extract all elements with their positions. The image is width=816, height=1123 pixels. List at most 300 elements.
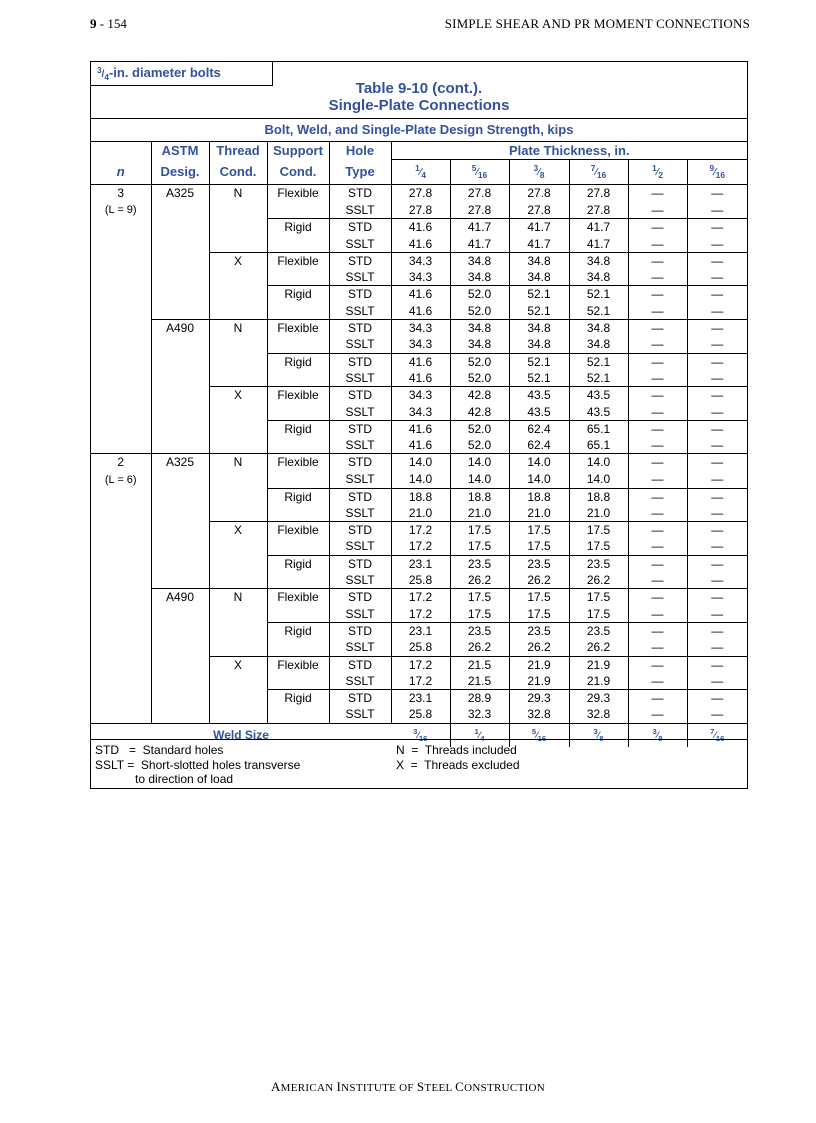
astm-cell <box>151 370 209 387</box>
strength-cell: 14.0 <box>408 471 433 486</box>
strength-cell: 34.3 <box>391 387 450 404</box>
strength-cell: 25.8 <box>408 573 433 588</box>
table-row <box>91 303 747 320</box>
divider <box>91 118 747 119</box>
thread-cell <box>209 706 267 723</box>
plate-thickness-col <box>687 160 747 185</box>
strength-cell: — <box>687 320 747 337</box>
hole-type-cell: STD <box>329 656 391 673</box>
support-cell <box>267 538 329 555</box>
strength-cell: 17.2 <box>391 656 450 673</box>
strength-cell: — <box>687 488 747 505</box>
n-cell <box>91 387 151 404</box>
fraction: $^5⁄_{16}$ <box>531 726 547 743</box>
thread-cell <box>209 572 267 589</box>
thread-cell <box>209 336 267 353</box>
legend-std: STD = Standard holes <box>95 743 224 757</box>
astm-cell <box>151 488 209 505</box>
strength-cell: — <box>687 589 747 606</box>
hole-type-cell: SSLT <box>329 606 391 623</box>
strength-cell: 17.5 <box>450 606 509 623</box>
hole-type-cell: STD <box>329 589 391 606</box>
strength-cell: — <box>687 505 747 522</box>
strength-cell: 52.1 <box>569 353 628 370</box>
length-label: (L = 6) <box>104 473 137 486</box>
strength-cell: 17.5 <box>569 589 628 606</box>
fraction: $^3⁄_8$ <box>593 726 604 743</box>
strength-cell: 26.2 <box>450 639 509 656</box>
page-number: 9 - 154 <box>90 16 127 31</box>
strength-cell: — <box>628 538 687 555</box>
strength-cell: 34.8 <box>509 252 569 269</box>
weld-size-cell <box>687 723 747 747</box>
strength-cell: 52.0 <box>450 286 509 303</box>
strength-cell: 32.8 <box>569 706 628 723</box>
thread-cell <box>209 201 267 218</box>
hole-type-cell: SSLT <box>329 639 391 656</box>
astm-cell <box>151 437 209 454</box>
table-row <box>91 420 747 437</box>
strength-cell: 17.5 <box>569 606 628 623</box>
strength-cell: — <box>628 572 687 589</box>
hole-type-cell: STD <box>329 387 391 404</box>
strength-cell: — <box>628 505 687 522</box>
strength-cell: 28.9 <box>450 690 509 707</box>
strength-cell: — <box>628 437 687 454</box>
n-cell: 2 <box>91 454 151 471</box>
astm-cell <box>151 538 209 555</box>
astm-cell <box>151 572 209 589</box>
thread-cell <box>209 303 267 320</box>
strength-cell: 52.1 <box>509 353 569 370</box>
hole-type-cell: STD <box>329 622 391 639</box>
table-row <box>91 286 747 303</box>
table-row <box>91 404 747 421</box>
n-cell <box>91 404 151 421</box>
strength-cell: — <box>687 236 747 253</box>
strength-cell: 41.6 <box>391 420 450 437</box>
support-cell <box>267 572 329 589</box>
table-subtitle-name: Single-Plate Connections <box>328 97 510 114</box>
hole-type-cell: STD <box>329 185 391 202</box>
strength-cell: 27.8 <box>450 201 509 218</box>
strength-cell: 62.4 <box>509 420 569 437</box>
strength-cell: — <box>628 201 687 218</box>
strength-cell: — <box>628 320 687 337</box>
hole-type-cell: SSLT <box>329 673 391 690</box>
table-row <box>91 538 747 555</box>
support-cell <box>267 706 329 723</box>
strength-cell: 41.6 <box>391 219 450 236</box>
n-cell <box>91 589 151 606</box>
strength-cell: 52.1 <box>509 286 569 303</box>
table-row <box>91 606 747 623</box>
strength-cell: 41.6 <box>408 370 433 385</box>
col-support-h2: Cond. <box>267 160 329 185</box>
bolt-diameter-fraction: $^3/_4$ <box>97 65 109 82</box>
thread-cell <box>209 690 267 707</box>
support-cell: Rigid <box>267 622 329 639</box>
table-row <box>91 370 747 387</box>
strength-cell: — <box>628 589 687 606</box>
strength-cell: 32.3 <box>450 706 509 723</box>
col-hole-h2: Type <box>329 160 391 185</box>
strength-cell: 26.2 <box>509 639 569 656</box>
strength-cell: 34.8 <box>450 269 509 286</box>
n-cell <box>91 522 151 539</box>
support-cell <box>267 437 329 454</box>
strength-cell: 52.0 <box>450 420 509 437</box>
thread-cell: N <box>209 454 267 471</box>
astm-cell <box>151 673 209 690</box>
strength-cell: 17.2 <box>408 539 433 554</box>
strength-cell: 52.1 <box>509 370 569 387</box>
table-row <box>91 522 747 539</box>
fraction: $^3⁄_{16}$ <box>413 726 428 743</box>
weld-size-cell <box>628 723 687 747</box>
hole-type-cell: STD <box>329 286 391 303</box>
strength-cell: 17.5 <box>509 606 569 623</box>
hole-type-cell: SSLT <box>329 505 391 522</box>
thread-cell: X <box>209 252 267 269</box>
hole-type-cell: STD <box>329 420 391 437</box>
legend-right <box>396 743 520 772</box>
strength-cell: 21.9 <box>509 673 569 690</box>
astm-cell: A325 <box>151 454 209 471</box>
support-cell <box>267 201 329 218</box>
strength-cell: 42.8 <box>450 387 509 404</box>
strength-cell: — <box>628 606 687 623</box>
support-cell: Flexible <box>267 185 329 202</box>
strength-cell: 43.5 <box>509 387 569 404</box>
astm-cell <box>151 690 209 707</box>
astm-cell <box>151 336 209 353</box>
strength-cell: — <box>687 336 747 353</box>
legend-sslt: SSLT = Short-slotted holes transverse <box>95 757 301 772</box>
strength-cell: 21.5 <box>450 656 509 673</box>
hole-type-cell: STD <box>329 555 391 572</box>
astm-cell <box>151 656 209 673</box>
support-cell: Flexible <box>267 589 329 606</box>
strength-cell: — <box>687 437 747 454</box>
strength-cell: — <box>628 185 687 202</box>
strength-cell: — <box>687 269 747 286</box>
support-cell: Rigid <box>267 488 329 505</box>
table-row <box>91 572 747 589</box>
support-cell: Rigid <box>267 219 329 236</box>
strength-cell: 23.5 <box>569 555 628 572</box>
strength-cell: — <box>628 706 687 723</box>
strength-cell: 17.2 <box>391 589 450 606</box>
hole-type-cell: STD <box>329 219 391 236</box>
strength-cell: 23.5 <box>509 555 569 572</box>
strength-cell: 62.4 <box>509 437 569 454</box>
strength-cell: 26.2 <box>450 572 509 589</box>
support-cell: Rigid <box>267 690 329 707</box>
n-cell <box>91 622 151 639</box>
strength-cell: 27.8 <box>391 185 450 202</box>
astm-cell <box>151 522 209 539</box>
n-cell <box>91 505 151 522</box>
strength-cell: 17.5 <box>509 538 569 555</box>
strength-cell: 34.8 <box>569 320 628 337</box>
support-cell: Rigid <box>267 286 329 303</box>
thread-cell <box>209 606 267 623</box>
astm-cell <box>151 420 209 437</box>
strength-cell: — <box>687 303 747 320</box>
n-cell <box>91 303 151 320</box>
col-thread-h2: Cond. <box>209 160 267 185</box>
astm-cell <box>151 706 209 723</box>
support-cell: Rigid <box>267 420 329 437</box>
strength-cell: 25.8 <box>408 707 433 722</box>
strength-cell: 41.7 <box>509 219 569 236</box>
strength-cell: 27.8 <box>450 185 509 202</box>
n-cell <box>91 673 151 690</box>
table-row <box>91 488 747 505</box>
strength-cell: 23.5 <box>569 622 628 639</box>
hole-type-cell: SSLT <box>329 236 391 253</box>
n-cell <box>91 219 151 236</box>
astm-cell: A490 <box>151 320 209 337</box>
fraction: $^7⁄_{16}$ <box>590 164 607 181</box>
col-n-spacer <box>91 142 151 160</box>
strength-cell: 17.5 <box>509 589 569 606</box>
astm-cell <box>151 219 209 236</box>
strength-cell: — <box>628 353 687 370</box>
hole-type-cell: SSLT <box>329 201 391 218</box>
strength-cell: 18.8 <box>391 488 450 505</box>
strength-cell: — <box>628 219 687 236</box>
thread-cell <box>209 269 267 286</box>
table-row <box>91 505 747 522</box>
strength-cell: 52.1 <box>569 370 628 387</box>
legend-x: X = Threads excluded <box>396 757 520 772</box>
strength-cell: 34.8 <box>509 320 569 337</box>
n-cell <box>91 488 151 505</box>
strength-cell: 21.0 <box>509 505 569 522</box>
support-cell <box>267 639 329 656</box>
hole-type-cell: SSLT <box>329 404 391 421</box>
strength-cell: — <box>687 286 747 303</box>
strength-cell: 27.8 <box>408 202 433 217</box>
length-label: (L = 9) <box>104 204 137 217</box>
table-row <box>91 236 747 253</box>
hole-type-cell: STD <box>329 353 391 370</box>
strength-cell: — <box>628 420 687 437</box>
hole-type-cell: STD <box>329 690 391 707</box>
fraction: $^1⁄_4$ <box>415 164 426 181</box>
strength-cell: 52.1 <box>509 303 569 320</box>
table-row <box>91 219 747 236</box>
strength-cell: 34.3 <box>391 320 450 337</box>
strength-cell: 18.8 <box>569 488 628 505</box>
plate-thickness-header: Plate Thickness, in. <box>391 142 747 160</box>
strength-cell: — <box>628 673 687 690</box>
strength-cell: 41.6 <box>408 438 433 453</box>
strength-cell: 34.3 <box>391 252 450 269</box>
strength-cell: 23.5 <box>509 622 569 639</box>
strength-cell: 43.5 <box>509 404 569 421</box>
table-row <box>91 555 747 572</box>
strength-cell: 43.5 <box>569 404 628 421</box>
support-cell: Flexible <box>267 252 329 269</box>
strength-cell: 34.3 <box>408 337 433 352</box>
thread-cell: X <box>209 656 267 673</box>
support-cell: Flexible <box>267 320 329 337</box>
thread-cell <box>209 370 267 387</box>
support-cell <box>267 303 329 320</box>
table-row <box>91 656 747 673</box>
strength-cell: — <box>628 471 687 488</box>
strength-cell: 29.3 <box>509 690 569 707</box>
strength-cell: — <box>687 219 747 236</box>
table-row <box>91 437 747 454</box>
strength-cell: 27.8 <box>569 185 628 202</box>
n-cell <box>91 353 151 370</box>
col-hole-h1: Hole <box>329 142 391 160</box>
n-cell <box>91 269 151 286</box>
col-thread-h1: Thread <box>209 142 267 160</box>
n-cell <box>91 252 151 269</box>
hole-type-cell: SSLT <box>329 706 391 723</box>
strength-cell: — <box>687 387 747 404</box>
hole-type-cell: SSLT <box>329 370 391 387</box>
n-cell <box>91 572 151 589</box>
support-cell: Rigid <box>267 555 329 572</box>
divider <box>91 739 747 740</box>
strength-cell: 52.0 <box>450 353 509 370</box>
page-footer: AMERICAN INSTITUTE OF STEEL CONSTRUCTION <box>270 1079 546 1094</box>
hole-type-cell: STD <box>329 454 391 471</box>
legend-sslt-cont: to direction of load <box>95 772 234 786</box>
astm-cell <box>151 387 209 404</box>
strength-cell: — <box>628 656 687 673</box>
thread-cell <box>209 505 267 522</box>
table-row <box>91 252 747 269</box>
strength-cell: 41.7 <box>569 236 628 253</box>
hole-type-cell: STD <box>329 252 391 269</box>
astm-cell <box>151 269 209 286</box>
support-cell <box>267 471 329 488</box>
strength-cell: 34.8 <box>450 336 509 353</box>
strength-cell: 17.2 <box>408 606 433 621</box>
hole-type-cell: SSLT <box>329 269 391 286</box>
hole-type-cell: STD <box>329 320 391 337</box>
strength-cell: — <box>687 185 747 202</box>
support-cell: Flexible <box>267 522 329 539</box>
n-cell <box>91 201 151 218</box>
support-cell: Rigid <box>267 353 329 370</box>
fraction: $^9⁄_{16}$ <box>709 164 725 181</box>
n-cell <box>91 286 151 303</box>
table-row <box>91 471 747 488</box>
n-cell: 3 <box>91 185 151 202</box>
strength-cell: 27.8 <box>569 201 628 218</box>
table-frame <box>90 61 748 789</box>
hole-type-cell: SSLT <box>329 437 391 454</box>
n-cell <box>91 690 151 707</box>
strength-cell: 25.8 <box>408 640 433 655</box>
strength-cell: 34.8 <box>569 269 628 286</box>
support-cell <box>267 404 329 421</box>
strength-cell: — <box>628 336 687 353</box>
strength-cell: — <box>628 370 687 387</box>
table-row <box>91 454 747 471</box>
thread-cell <box>209 639 267 656</box>
thread-cell <box>209 488 267 505</box>
strength-cell: — <box>687 690 747 707</box>
fraction: $^3⁄_8$ <box>652 726 663 743</box>
thread-cell <box>209 437 267 454</box>
legend-left <box>95 743 300 787</box>
strength-cell: 26.2 <box>569 572 628 589</box>
strength-cell: — <box>687 572 747 589</box>
n-cell <box>91 656 151 673</box>
support-cell <box>267 673 329 690</box>
strength-cell: — <box>628 269 687 286</box>
astm-cell <box>151 252 209 269</box>
strength-cell: 41.6 <box>408 236 433 251</box>
strength-cell: 21.0 <box>450 505 509 522</box>
table-row <box>91 387 747 404</box>
table-row <box>91 269 747 286</box>
thread-cell: N <box>209 589 267 606</box>
strength-cell: — <box>687 471 747 488</box>
strength-cell: — <box>687 538 747 555</box>
table-row <box>91 320 747 337</box>
support-cell <box>267 505 329 522</box>
n-cell <box>91 437 151 454</box>
strength-cell: 21.5 <box>450 673 509 690</box>
strength-cell: 41.6 <box>391 286 450 303</box>
strength-cell: 34.8 <box>509 269 569 286</box>
n-cell <box>91 420 151 437</box>
support-cell: Flexible <box>267 454 329 471</box>
hole-type-cell: SSLT <box>329 471 391 488</box>
table-row <box>91 639 747 656</box>
plate-thickness-col <box>450 160 509 185</box>
strength-cell: 21.9 <box>569 656 628 673</box>
strength-cell: 17.5 <box>569 538 628 555</box>
strength-cell: 26.2 <box>509 572 569 589</box>
support-cell <box>267 269 329 286</box>
astm-cell <box>151 353 209 370</box>
thread-cell <box>209 219 267 236</box>
strength-cell: — <box>628 555 687 572</box>
strength-cell: 14.0 <box>509 471 569 488</box>
legend-n: N = Threads included <box>396 743 517 757</box>
strength-cell: 41.7 <box>569 219 628 236</box>
strength-cell: 17.5 <box>450 522 509 539</box>
hole-type-cell: SSLT <box>329 336 391 353</box>
n-cell <box>91 471 151 488</box>
n-cell <box>91 706 151 723</box>
strength-cell: 17.5 <box>450 538 509 555</box>
strength-cell: — <box>687 252 747 269</box>
strength-cell: 41.6 <box>408 303 433 318</box>
astm-cell <box>151 236 209 253</box>
strength-cell: 14.0 <box>391 454 450 471</box>
strength-cell: — <box>687 606 747 623</box>
strength-cell: — <box>687 420 747 437</box>
strength-cell: 17.2 <box>408 673 433 688</box>
strength-subtitle: Bolt, Weld, and Single-Plate Design Strength, kips <box>264 122 574 137</box>
thread-cell <box>209 236 267 253</box>
col-support-h1: Support <box>267 142 329 160</box>
strength-cell: 17.5 <box>569 522 628 539</box>
astm-cell: A490 <box>151 589 209 606</box>
